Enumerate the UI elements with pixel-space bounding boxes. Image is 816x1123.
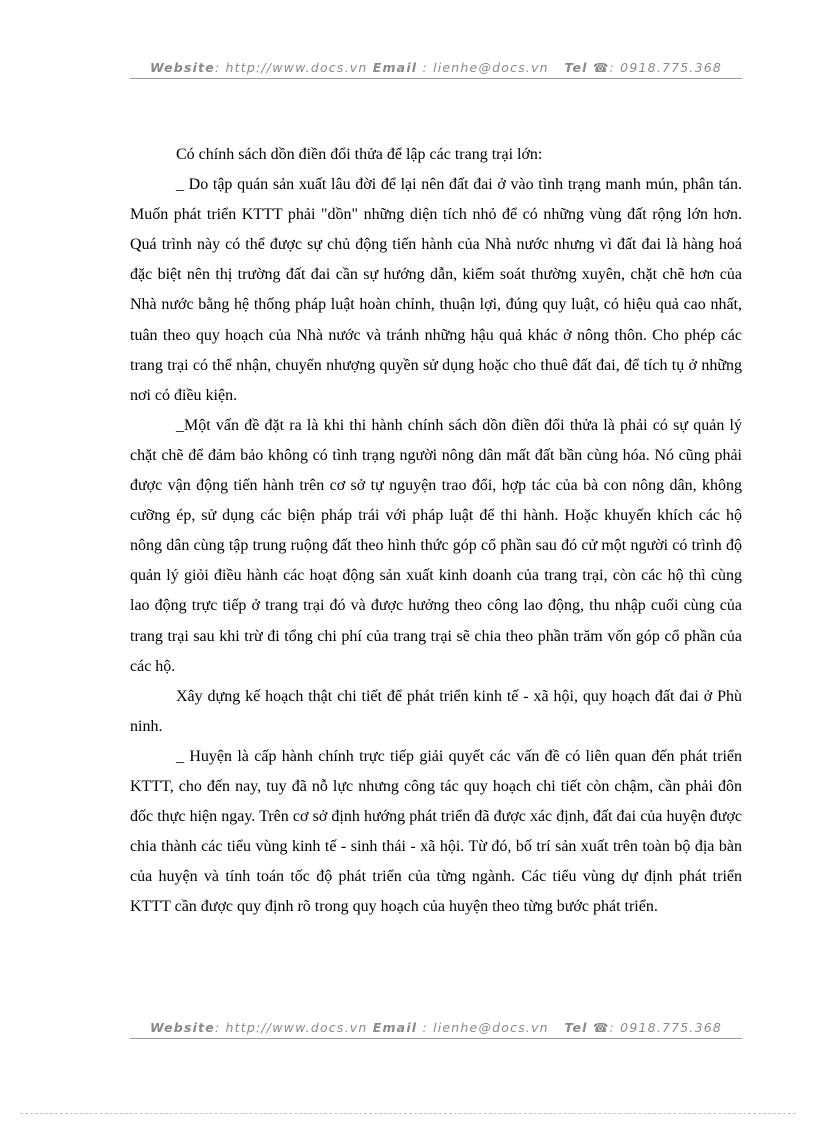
paragraph-3: _Một vấn đề đặt ra là khi thi hành chính sách dồn điền đổi thửa là phải có sự quản lý chặt chẽ để đảm bảo không có tình trạng người nông dân mất đất bần cùng hóa. Nó cũng phải được vận động tiến hành trên cơ sở tự nguyện trao đổi, hợp tác của bà con nông dân, không cưỡng ép, sử dụng các biện pháp trái với pháp luật để thi hành. Hoặc khuyến khích các hộ nông dân cùng tập trung ruộng đất theo hình thức góp cổ phần sau đó cử một người có trình độ quản lý giỏi điều hành các hoạt động sản xuất kinh doanh của trang trại, còn các hộ thì cùng lao động trực tiếp ở trang trại đó và được hưởng theo công lao động, thu nhập cuối cùng của trang trại sau khi trừ đi tổng chi phí của trang trại sẽ chia theo phần trăm vốn góp cổ phần của các hộ. (130, 416, 742, 675)
footer-tel-label: Tel (564, 1020, 588, 1035)
header-website-url: : http://www.docs.vn (214, 60, 368, 75)
page-footer (130, 1020, 742, 1039)
footer-website-url: : http://www.docs.vn (214, 1020, 368, 1035)
footer-tel-value: : 0918.775.368 (609, 1020, 723, 1035)
header-email-value: : lienhe@docs.vn (422, 60, 549, 75)
footer-website-label: Website (149, 1020, 215, 1035)
header-website-label: Website (149, 60, 215, 75)
paragraph-1: Có chính sách dồn điền đổi thửa để lập các trang trại lớn: (176, 146, 543, 163)
paragraph-2: _ Do tập quán sản xuất lâu đời để lại nên đất đai ở vào tình trạng manh mún, phân tán. Muốn phát triển KTTT phải "dồn" những diện tích nhỏ để có những vùng đất rộng lớn hơn. Quá trình này có thể được sự chủ động tiến hành của Nhà nước nhưng vì đất đai là hàng hoá đặc biệt nên thị trường đất đai cần sự hướng dẫn, kiểm soát thường xuyên, chặt chẽ hơn của Nhà nước bằng hệ thống pháp luật hoàn chỉnh, thuận lợi, đúng quy luật, có hiệu quả cao nhất, tuân theo quy hoạch của Nhà nước và tránh những hậu quả khác ở nông thôn. Cho phép các trang trại có thể nhận, chuyển nhượng quyền sử dụng hoặc cho thuê đất đai, để tích tụ ở những nơi có điều kiện. (130, 176, 742, 404)
page-header (130, 60, 742, 79)
phone-icon: ☎ (592, 60, 610, 75)
header-tel-label: Tel (564, 60, 588, 75)
phone-icon: ☎ (592, 1020, 610, 1035)
header-tel-value: : 0918.775.368 (609, 60, 723, 75)
paragraph-4: Xây dựng kế hoạch thật chi tiết để phát triển kinh tế - xã hội, quy hoạch đất đai ở Phù ninh. (130, 687, 742, 735)
document-body (130, 140, 742, 922)
header-email-label: Email (372, 60, 418, 75)
page-edge-divider (20, 1113, 796, 1114)
footer-email-label: Email (372, 1020, 418, 1035)
paragraph-5: _ Huyện là cấp hành chính trực tiếp giải quyết các vấn đề có liên quan đến phát triển KTTT, cho đến nay, tuy đã nỗ lực nhưng công tác quy hoạch chi tiết còn chậm, cần phải đôn đốc thực hiện ngay. Trên cơ sở định hướng phát triển đã được xác định, đất đai của huyện được chia thành các tiểu vùng kinh tế - sinh thái - xã hội. Từ đó, bố trí sản xuất trên toàn bộ địa bàn của huyện và tính toán tốc độ phát triển của từng ngành. Các tiểu vùng dự định phát triển KTTT cần được quy định rõ trong quy hoạch của huyện theo từng bước phát triển. (130, 747, 742, 916)
footer-email-value: : lienhe@docs.vn (422, 1020, 549, 1035)
